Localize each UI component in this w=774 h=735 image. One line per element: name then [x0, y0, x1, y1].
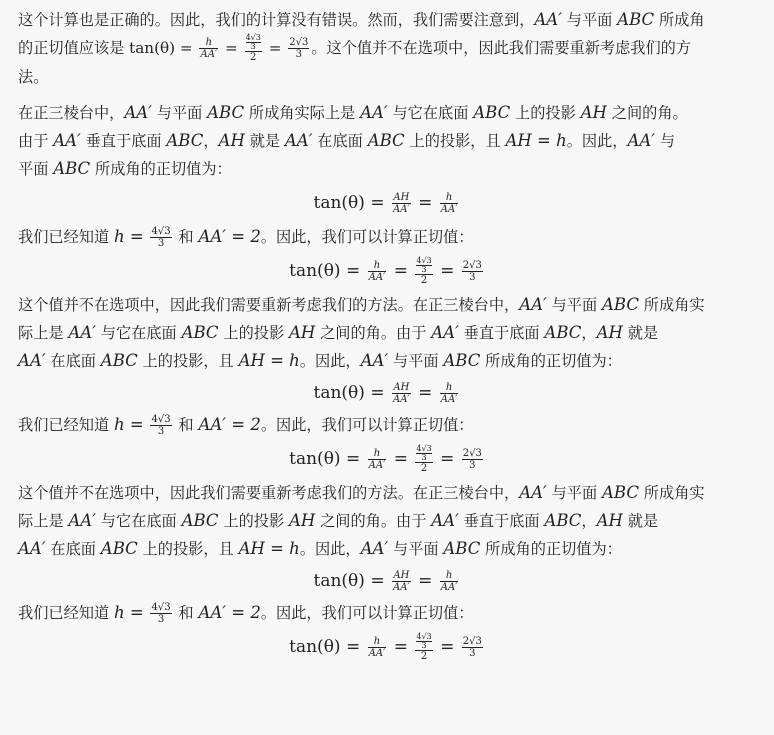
text-span: AA′	[392, 204, 410, 215]
text-span: 。因此，我们可以计算正切值：	[260, 416, 474, 434]
text-span: AA′	[68, 323, 96, 342]
text-span: ABC	[53, 159, 91, 178]
text-span: 我们已经知道	[18, 416, 110, 434]
text-span: 4√3	[151, 414, 171, 425]
text-span: 之间的角。	[611, 104, 688, 122]
text-span: AA′	[368, 272, 386, 283]
text-span: 4√3	[416, 256, 432, 265]
text-span: =	[418, 383, 433, 403]
equation-tan-result-2	[18, 439, 756, 479]
text-span: 与平面	[551, 484, 598, 502]
paragraph-repeat-1	[18, 291, 756, 375]
text-span: 就是	[249, 132, 281, 150]
math-part	[415, 257, 432, 275]
equation-tan-AH-2	[18, 375, 756, 411]
text-span: AA′	[627, 131, 656, 150]
text-span: 4√3	[151, 226, 171, 237]
text-span: 上的投影	[223, 512, 285, 530]
text-span: 上的投影，且	[142, 352, 234, 370]
text-span: 3	[421, 641, 427, 650]
paragraph-repeat-2	[18, 479, 756, 563]
text-span: 在底面	[50, 540, 96, 558]
text-span: 2√3	[462, 448, 482, 459]
text-span: tan(θ) =	[313, 571, 385, 591]
text-span: AA′	[440, 582, 458, 593]
text-span: AH	[596, 323, 623, 342]
text-span: tan(θ) =	[289, 449, 361, 469]
fraction-4root3over3-over-2	[245, 34, 262, 63]
text-span: 3	[421, 265, 427, 274]
text-span: AH	[580, 103, 607, 122]
text-span: AA′	[200, 49, 218, 60]
math-part	[416, 445, 431, 462]
text-span: AH = h	[238, 351, 300, 370]
text-span: 所成角实	[643, 484, 705, 502]
text-span: 与	[659, 132, 676, 150]
text-span: 之间的角。由于	[320, 512, 427, 530]
text-span: 在底面	[50, 352, 96, 370]
text-span: 就是	[627, 512, 659, 530]
text-span: 垂直于底面	[85, 132, 162, 150]
text-span: ABC	[367, 131, 405, 150]
text-span: =	[393, 637, 408, 657]
text-span: ABC	[473, 103, 511, 122]
text-span: ABC	[601, 483, 639, 502]
text-span: 与它在底面	[100, 324, 177, 342]
math-part	[392, 382, 411, 405]
text-span: AA′	[440, 394, 458, 405]
text: 。这个值并不在选项中，因此我们需要重新考虑我们的方	[311, 39, 692, 57]
text-span: 3	[250, 42, 256, 51]
math-part	[368, 448, 387, 471]
text-span: ABC	[601, 295, 639, 314]
math-part	[392, 192, 411, 215]
text-span: 3	[469, 460, 476, 471]
text-span: 4√3	[245, 33, 261, 42]
text-span: 2	[420, 275, 428, 286]
equation-tan-AH-3	[18, 563, 756, 599]
text-span: ABC	[100, 539, 138, 558]
equation-tan-result-3	[18, 627, 756, 667]
math-part: AH	[393, 382, 410, 393]
text-span: ABC	[443, 539, 481, 558]
text-span: 由于	[18, 132, 49, 150]
text: 与平面	[566, 11, 613, 29]
math-part	[462, 260, 483, 283]
text-span: =	[393, 261, 408, 281]
text-span: AA′	[124, 103, 152, 122]
text-span: 垂直于底面	[463, 324, 540, 342]
text: 的正切值应该是	[18, 39, 125, 57]
text-span: =	[440, 637, 455, 657]
text-span: 所成角的正切值为：	[95, 160, 232, 178]
text-span: h =	[113, 603, 144, 622]
math-part	[415, 633, 432, 662]
math-eq: =	[268, 39, 282, 57]
fraction-h-over-AA	[199, 37, 218, 60]
equation-tan-AH	[18, 183, 756, 223]
text-span: 2	[420, 463, 428, 474]
text-span: h	[368, 636, 387, 648]
text-span: AA′	[53, 131, 81, 150]
math-part	[392, 570, 411, 593]
text-span: h	[199, 37, 218, 49]
text-span: 3	[157, 238, 165, 249]
text-span: 垂直于底面	[463, 512, 540, 530]
text-span: AH	[288, 323, 316, 342]
text-span: tan(θ) =	[313, 383, 385, 403]
text-span: ABC	[166, 131, 204, 150]
text-span: 我们已经知道	[18, 228, 110, 246]
text-span: 。因此，我们可以计算正切值：	[260, 604, 474, 622]
text-span: ABC	[181, 511, 219, 530]
math-ABC: ABC	[617, 10, 655, 29]
text-span: AA′	[519, 295, 547, 314]
text-span: 3	[295, 49, 302, 60]
text-span: 与平面	[392, 540, 439, 558]
text-span: 所成角实际上是	[248, 104, 356, 122]
math-part	[415, 445, 432, 474]
text-span: 与它在底面	[392, 104, 469, 122]
text-span: 与它在底面	[100, 512, 177, 530]
text-span: 2	[420, 651, 428, 662]
paragraph-1	[18, 6, 756, 91]
text-span: 上的投影，且	[142, 540, 234, 558]
text-span: 4√3	[416, 444, 432, 453]
text-span: 与平面	[156, 104, 203, 122]
known-values	[18, 223, 756, 251]
text-span: ，	[581, 324, 597, 342]
text-span: AA′	[360, 539, 389, 558]
text-span: 2√3	[289, 37, 309, 48]
text-span: h	[368, 448, 387, 460]
text-span: 与平面	[551, 296, 598, 314]
text-span: 这个值并不在选项中，因此我们需要重新考虑我们的方法。在正三棱台中，	[18, 296, 520, 314]
text-span: 这个值并不在选项中，因此我们需要重新考虑我们的方法。在正三棱台中，	[18, 484, 520, 502]
text-span: 平面	[18, 160, 49, 178]
text-span: AA′ = 2	[198, 415, 261, 434]
text-span: 和	[178, 228, 194, 246]
text-span: ABC	[100, 351, 138, 370]
text-span: AA′	[368, 648, 386, 659]
text-span: 之间的角。由于	[320, 324, 427, 342]
paragraph-2	[18, 99, 756, 183]
text-span: 际上是	[18, 324, 64, 342]
text-span: 我们已经知道	[18, 604, 110, 622]
text-span: 上的投影，且	[409, 132, 501, 150]
math-part	[440, 192, 459, 215]
math-part	[416, 633, 431, 650]
text-span: 2√3	[462, 636, 482, 647]
text-span: AA′	[68, 511, 96, 530]
text-span: ABC	[207, 103, 245, 122]
text-span: AA′	[392, 394, 410, 405]
text-span: AA′	[392, 582, 410, 593]
text-span: h	[440, 570, 459, 582]
text-span: 上的投影	[515, 104, 576, 122]
text-span: 在底面	[317, 132, 363, 150]
fraction-2root3-over-3	[288, 37, 309, 60]
text-span: AA′	[284, 131, 313, 150]
text-span: 上的投影	[223, 324, 285, 342]
text-span: 所成角的正切值为：	[485, 352, 622, 370]
known-values-2	[18, 411, 756, 439]
text-span: AH	[288, 511, 316, 530]
text-span: =	[440, 261, 455, 281]
math-part	[440, 382, 459, 405]
text-span: 2	[250, 52, 257, 63]
text-span: AA′ = 2	[198, 227, 261, 246]
text-span: =	[418, 193, 433, 213]
text-span: 4√3	[151, 602, 171, 613]
text: 这个计算也是正确的。因此，我们的计算没有错误。然而，我们需要注意到，	[18, 11, 535, 29]
known-values-3	[18, 599, 756, 627]
text-span: AA′	[18, 351, 46, 370]
text-span: ABC	[544, 323, 582, 342]
text-span: AA′	[368, 460, 386, 471]
math-part: AH	[393, 192, 410, 203]
text-span: 3	[469, 648, 476, 659]
math-part	[150, 414, 171, 437]
text-span: AH	[596, 511, 623, 530]
text-span: AA′	[360, 103, 388, 122]
text-span: AH = h	[238, 539, 300, 558]
text-span: AA′	[431, 323, 459, 342]
text-span: AA′	[440, 204, 458, 215]
text-span: ABC	[544, 511, 582, 530]
math-part	[462, 448, 483, 471]
text-span: 。因此，	[299, 540, 361, 558]
text-span: h	[440, 192, 459, 204]
text-span: =	[440, 449, 455, 469]
math-part	[415, 445, 432, 463]
text-span: =	[393, 449, 408, 469]
text-span: h =	[113, 415, 144, 434]
math-part	[150, 602, 171, 625]
text-span: AA′	[360, 351, 389, 370]
text-span: 2√3	[462, 260, 482, 271]
text-span: 所成角的正切值为：	[485, 540, 622, 558]
math-part	[368, 636, 387, 659]
math-part	[440, 570, 459, 593]
text-span: 3	[157, 426, 165, 437]
math-part: AH	[393, 570, 410, 581]
text-span: AA′	[431, 511, 459, 530]
math-part	[150, 226, 171, 249]
text-span: ABC	[181, 323, 219, 342]
text-span: AA′	[519, 483, 547, 502]
text: 所成角	[658, 11, 705, 29]
math-eq: =	[225, 39, 238, 57]
math-tan: tan(θ) =	[129, 39, 193, 57]
text-span: 。因此，	[299, 352, 361, 370]
text-span: 所成角实	[643, 296, 705, 314]
text-span: 际上是	[18, 512, 64, 530]
text-span: 。因此，	[566, 132, 628, 150]
text: 法。	[18, 68, 49, 86]
text-span: 与平面	[392, 352, 439, 370]
text-span: AA′	[18, 539, 46, 558]
text-span: 。因此，我们可以计算正切值：	[260, 228, 474, 246]
text-span: 4√3	[416, 632, 432, 641]
text-span: tan(θ) =	[289, 637, 361, 657]
text-span: ，	[581, 512, 597, 530]
math-part	[246, 34, 261, 51]
text-span: 3	[469, 272, 476, 283]
text-span: 和	[178, 416, 194, 434]
math-part	[462, 636, 483, 659]
text-span: tan(θ) =	[313, 193, 385, 213]
math-AAprime: AA′	[534, 10, 562, 29]
text-span: tan(θ) =	[289, 261, 361, 281]
text-span: ，	[203, 132, 219, 150]
math-part	[416, 257, 431, 274]
text-span: h	[440, 382, 459, 394]
text-span: 就是	[627, 324, 659, 342]
math-part	[415, 257, 432, 286]
equation-tan-result	[18, 251, 756, 291]
math-part	[368, 260, 387, 283]
text-span: 在正三棱台中，	[18, 104, 125, 122]
text-span: =	[418, 571, 433, 591]
text-span: ABC	[443, 351, 481, 370]
text-span: 和	[178, 604, 194, 622]
text-span: AH = h	[505, 131, 567, 150]
text-span: 3	[421, 453, 427, 462]
text-span: AA′ = 2	[198, 603, 261, 622]
math-part	[415, 633, 432, 651]
math-part	[245, 34, 262, 52]
text-span: 3	[157, 614, 165, 625]
text-span: AH	[218, 131, 245, 150]
text-span: h =	[113, 227, 144, 246]
text-span: h	[368, 260, 387, 272]
